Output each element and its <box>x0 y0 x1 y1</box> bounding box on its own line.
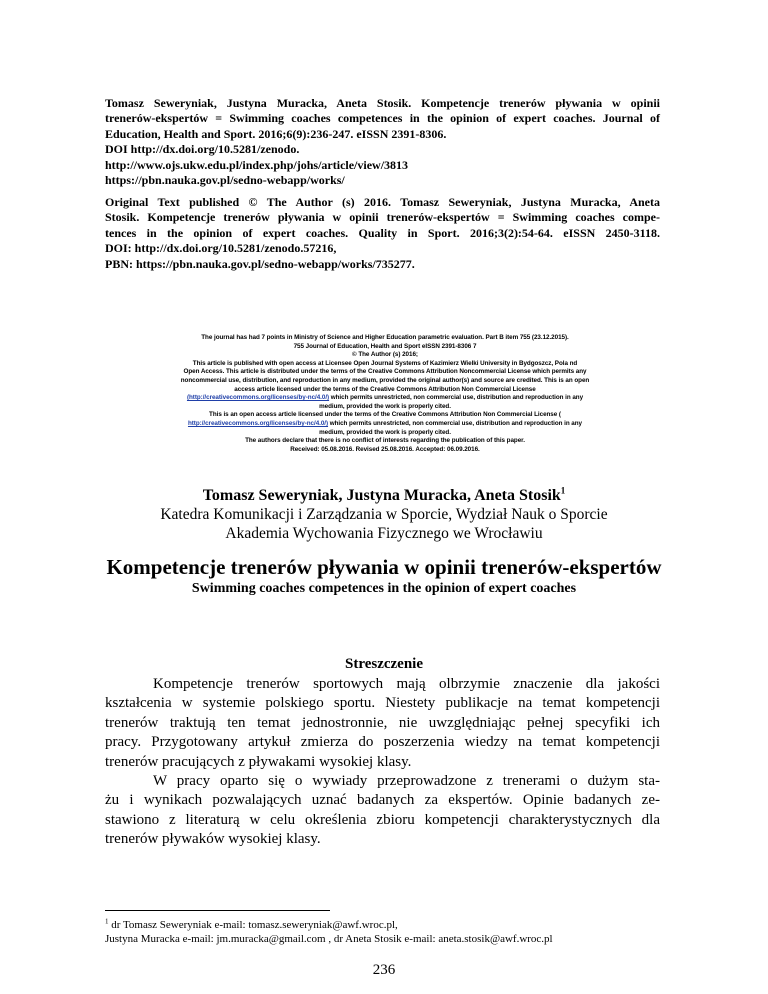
abstract-body <box>105 675 660 850</box>
license-text: which permits unrestricted, non commercial use, distribution and reproduction in any <box>328 419 583 427</box>
authors-block <box>100 486 668 543</box>
license-line: Open Access. This article is distributed under the terms of the Creative Commons Attribution Noncommercial License which permits any <box>183 368 587 376</box>
abstract-line: trenerów traktują ten temat jednostronnie, nie uwzględniając pełnej specyfiki ich <box>105 714 660 731</box>
original-text-block <box>105 195 660 272</box>
paper-subtitle: Swimming coaches competences in the opinion of expert coaches <box>191 581 577 596</box>
original-text-line: tences in the opinion of expert coaches. Quality in Sport. 2016;3(2):54-64. eISSN 2450-3118. <box>105 225 660 240</box>
abstract-line: Kompetencje trenerów sportowych mają olbrzymie znaczenie dla jakości <box>153 676 660 692</box>
license-link[interactable]: http://creativecommons.org/licenses/by-nc/4.0/) <box>187 419 329 427</box>
footnote-divider <box>105 910 330 911</box>
abstract-line: trenerów pływaków wysokiej klasy. <box>105 831 321 848</box>
license-line: This is an open access article licensed under the terms of the Creative Commons Attribution Non Commercial License ( <box>209 411 561 419</box>
abstract-line: stawiono z literaturą w celu określenia zbioru kompetencji charakterystycznych dla <box>105 811 660 828</box>
license-line: This article is published with open access at Licensee Open Journal Systems of Kazimierz Wielki University in Bydgoszcz, Pola nd <box>192 359 578 367</box>
footnote <box>105 918 553 946</box>
original-text-line: Original Text published © The Author (s) 2016. Tomasz Seweryniak, Justyna Muracka, Aneta <box>105 195 660 209</box>
footnote-line <box>105 918 553 932</box>
license-line: © The Author (s) 2016; <box>352 351 418 359</box>
citation-url: http://www.ojs.ukw.edu.pl/index.php/johs/article/view/3813 <box>105 157 409 172</box>
abstract-line: W pracy oparto się o wywiady przeprowadzone z trenerami o dużym sta- <box>153 773 660 790</box>
footnote-marker: 1 <box>105 917 109 926</box>
footnote-marker: 1 <box>560 485 566 496</box>
abstract-line: pracy. Przygotowany artykuł zmierza do poszerzenia wiedzy na temat kompetencji <box>105 734 660 751</box>
original-text-pbn: PBN: https://pbn.nauka.gov.pl/sedno-webapp/works/735277. <box>105 256 415 271</box>
citation-doi: DOI http://dx.doi.org/10.5281/zenodo. <box>105 142 300 157</box>
citation-line: Education, Health and Sport. 2016;6(9):236-247. eISSN 2391-8306. <box>105 126 447 141</box>
license-block <box>140 334 630 454</box>
affiliation: Katedra Komunikacji i Zarządzania w Sporcie, Wydział Nauk o Sporcie <box>160 506 608 523</box>
citation-block <box>105 96 660 188</box>
license-line <box>140 394 630 403</box>
citation-url: https://pbn.nauka.gov.pl/sedno-webapp/works/ <box>105 173 345 188</box>
abstract-heading: Streszczenie <box>344 656 424 672</box>
license-text: which permits unrestricted, non commercial use, distribution and reproduction in any <box>329 394 584 402</box>
license-line: access article licensed under the terms of the Creative Commons Attribution Non Commercial License <box>234 385 536 393</box>
license-line: The authors declare that there is no conflict of interests regarding the publication of this paper. <box>245 437 525 445</box>
license-line: noncommercial use, distribution, and reproduction in any medium, provided the original author(s) and source are credited. This is an open <box>180 376 590 384</box>
page-number: 236 <box>372 962 396 978</box>
license-line: 755 Journal of Education, Health and Sport eISSN 2391-8306 7 <box>293 342 477 350</box>
footnote-text: dr Tomasz Seweryniak e-mail: tomasz.seweryniak@awf.wroc.pl, <box>108 919 398 931</box>
license-line: medium, provided the work is properly cited. <box>319 428 451 436</box>
abstract-line: kształcenia w systemie polskiego sportu. Niestety publikacje na temat kompetencji <box>105 695 660 712</box>
license-link[interactable]: (http://creativecommons.org/licenses/by-nc/4.0/) <box>186 394 330 402</box>
license-line: Received: 05.08.2016. Revised 25.08.2016. Accepted: 06.09.2016. <box>290 445 480 453</box>
abstract-line: trenerów pracujących z pływakami wysokiej klasy. <box>105 753 412 770</box>
citation-line: trenerów-ekspertów = Swimming coaches competences in the opinion of expert coaches. Journal of <box>105 111 660 126</box>
paper-title: Kompetencje trenerów pływania w opinii trenerów-ekspertów <box>106 555 662 579</box>
citation-line: Tomasz Seweryniak, Justyna Muracka, Aneta Stosik. Kompetencje trenerów pływania w opinii <box>105 96 660 110</box>
abstract-line: żu i wynikach pozwalających uznać badanych za ekspertów. Opinie badanych ze- <box>105 792 660 809</box>
author-names-text: Tomasz Seweryniak, Justyna Muracka, Aneta Stosik <box>202 487 561 504</box>
affiliation: Akademia Wychowania Fizycznego we Wrocławiu <box>225 525 543 542</box>
license-line <box>140 420 630 429</box>
footnote-line: Justyna Muracka e-mail: jm.muracka@gmail.com , dr Aneta Stosik e-mail: aneta.stosik@awf.wroc.pl <box>105 933 553 945</box>
license-line: medium, provided the work is properly cited. <box>319 402 451 410</box>
original-text-doi: DOI: http://dx.doi.org/10.5281/zenodo.57216, <box>105 241 337 256</box>
original-text-line: Stosik. Kompetencje trenerów pływania w opinii trenerów-ekspertów = Swimming coaches compe- <box>105 210 660 225</box>
license-line: The journal has had 7 points in Ministry of Science and Higher Education parametric evaluation. Part B item 755 (23.12.2015). <box>201 334 569 341</box>
author-names <box>100 486 668 505</box>
